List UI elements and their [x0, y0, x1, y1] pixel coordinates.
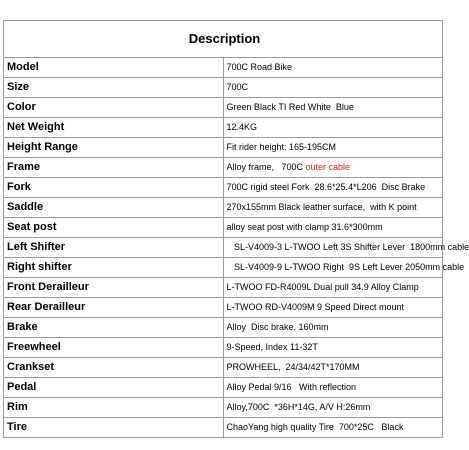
spec-value: Fit rider height: 165-195CM — [223, 138, 443, 158]
spec-label: Height Range — [4, 138, 224, 158]
table-row — [4, 198, 443, 218]
spec-label: Tire — [4, 418, 224, 438]
spec-value — [223, 158, 443, 178]
spec-value-text: Alloy frame, 700C — [226, 162, 306, 172]
spec-value: 12.4KG — [223, 118, 443, 138]
spec-label: Saddle — [4, 198, 224, 218]
spec-label: Fork — [4, 178, 224, 198]
table-row — [4, 218, 443, 238]
spec-value: 270x155mm Black leather surface, with K point — [223, 198, 443, 218]
spec-label: Front Derailleur — [4, 278, 224, 298]
spec-label: Rear Derailleur — [4, 298, 224, 318]
spec-label: Seat post — [4, 218, 224, 238]
table-row — [4, 158, 443, 178]
spec-sheet — [3, 20, 469, 438]
table-row — [4, 398, 443, 418]
spec-table — [3, 20, 469, 438]
table-row — [4, 78, 443, 98]
table-row — [4, 418, 443, 438]
table-header-row — [4, 21, 443, 58]
spec-value: SL-V4009-3 L-TWOO Left 3S Shifter Lever 1800mm cable — [223, 238, 443, 258]
table-row — [4, 298, 443, 318]
table-row — [4, 318, 443, 338]
spec-label: Freewheel — [4, 338, 224, 358]
spec-label: Crankset — [4, 358, 224, 378]
spec-value: 700C — [223, 78, 443, 98]
table-row — [4, 278, 443, 298]
spec-value: 9-Speed, Index 11-32T — [223, 338, 443, 358]
table-title: Description — [4, 21, 443, 58]
table-row — [4, 338, 443, 358]
spec-value: SL-V4009-9 L-TWOO Right 9S Left Lever 2050mm cable — [223, 258, 443, 278]
spec-label: Brake — [4, 318, 224, 338]
table-row — [4, 378, 443, 398]
spec-value: L-TWOO RD-V4009M 9 Speed Direct mount — [223, 298, 443, 318]
spec-value: Alloy,700C *36H*14G, A/V H:26mm — [223, 398, 443, 418]
spec-label: Frame — [4, 158, 224, 178]
spec-label: Pedal — [4, 378, 224, 398]
spec-value: Green Black TI Red White Blue — [223, 98, 443, 118]
spec-label: Color — [4, 98, 224, 118]
spec-value-highlight: outer cable — [305, 162, 351, 172]
spec-label: Net Weight — [4, 118, 224, 138]
spec-value: alloy seat post with clamp 31.6*300mm — [223, 218, 443, 238]
table-row — [4, 118, 443, 138]
spec-label: Size — [4, 78, 224, 98]
spec-label: Right shifter — [4, 258, 224, 278]
spec-value: PROWHEEL, 24/34/42T*170MM — [223, 358, 443, 378]
table-row — [4, 138, 443, 158]
spec-value: ChaoYang high quality Tire 700*25C Black — [223, 418, 443, 438]
table-row — [4, 358, 443, 378]
spec-label: Left Shifter — [4, 238, 224, 258]
spec-value: Alloy Disc brake. 160mm — [223, 318, 443, 338]
spec-value: L-TWOO FD-R4009L Dual pull 34.9 Alloy Clamp — [223, 278, 443, 298]
spec-value: 700C Road Bike — [223, 58, 443, 78]
table-row — [4, 258, 443, 278]
table-row — [4, 178, 443, 198]
spec-label: Rim — [4, 398, 224, 418]
table-row — [4, 58, 443, 78]
table-row — [4, 98, 443, 118]
spec-label: Model — [4, 58, 224, 78]
table-row — [4, 238, 443, 258]
spec-value: Alloy Pedal 9/16 With reflection — [223, 378, 443, 398]
spec-value: 700C rigid steel Fork 28.6*25.4*L206 Disc Brake — [223, 178, 443, 198]
